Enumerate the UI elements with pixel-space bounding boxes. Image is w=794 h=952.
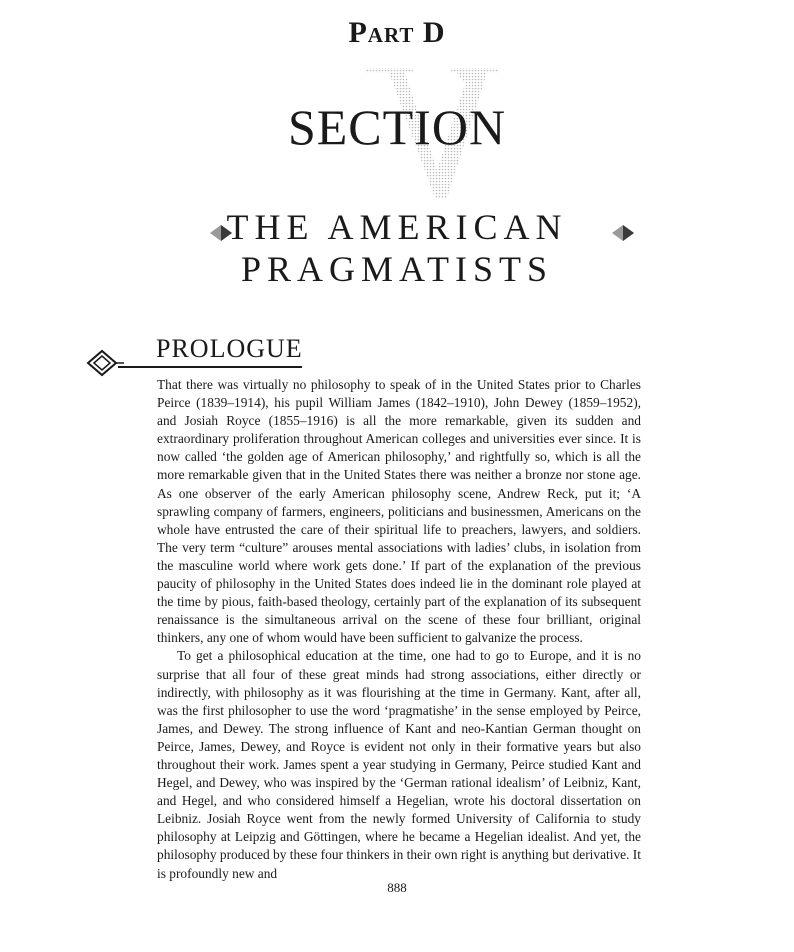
roman-numeral-text: V [431, 180, 433, 181]
diamond-outline-icon [84, 349, 124, 377]
section-topic [0, 206, 794, 290]
prologue-body [157, 376, 641, 883]
topic-line-1: THE AMERICAN [226, 207, 568, 247]
prologue-rule [118, 366, 302, 368]
prologue-paragraph: That there was virtually no philosophy to speak of in the United States prior to Charles Peirce (1839–1914), his pupil William James (1842–1910), John Dewey (1859–1952), and Josiah Royce (1855–1916) is all the more remarkable, given its sudden and extraordinary proliferation throughout American colleges and universities ever since. It is now called ‘the golden age of American philosophy,’ and rightfully so, which is all the more remarkable given that in the United States there was neither a bronze nor stone age. As one observer of the early American philosophy scene, Andrew Reck, put it; ‘A sprawling company of farmers, engineers, politicians and businessmen, Americans on the whole have entrusted the care of their spiritual life to preachers, lawyers, and soldiers. The very term “culture” arouses mental associations with ladies’ clubs, in isolation from the masculine world where work gets done.’ If part of the explanation of the previous paucity of philosophy in the United States does indeed lie in the dominant role played at the time by pious, faith-based theology, certainly part of the explanation of its subsequent renaissance is the simultaneous arrival on the scene of these four brilliant, original thinkers, any one of whom would have been sufficient to galvanize the process. [157, 377, 641, 646]
prologue-paragraph: To get a philosophical education at the time, one had to go to Europe, and it is no surprise that all four of these great minds had strong associations, either directly or indirectly, with philosophy as it was flourishing at the time in Germany. Kant, after all, was the first philosopher to use the word ‘pragmatishe’ in the sense employed by Peirce, James, and Dewey. The strong influence of Kant and neo-Kantian German thought on Peirce, James, Dewey, and Royce is evident not only in their formative years but also throughout their work. James spent a year studying in Germany, Peirce studied Kant and Hegel, and Dewey, who was inspired by the ‘German rational idealism’ of Leibniz, Kant, and Hegel, and who considered himself a Hegelian, wrote his doctoral dissertation on Leibniz. Josiah Royce went from the newly formed University of California to study philosophy at Leipzig and Göttingen, where he became a Hegelian idealist. And yet, the philosophy produced by these four thinkers in their own right is anything but derivative. It is profoundly new and [157, 648, 641, 881]
section-label: SECTION [287, 99, 507, 155]
topic-line-2: PRAGMATISTS [240, 249, 554, 289]
prologue-heading: PROLOGUE [156, 334, 303, 363]
page-number: 888 [387, 880, 407, 895]
part-title: Part D [348, 16, 446, 49]
section-header [0, 60, 794, 200]
